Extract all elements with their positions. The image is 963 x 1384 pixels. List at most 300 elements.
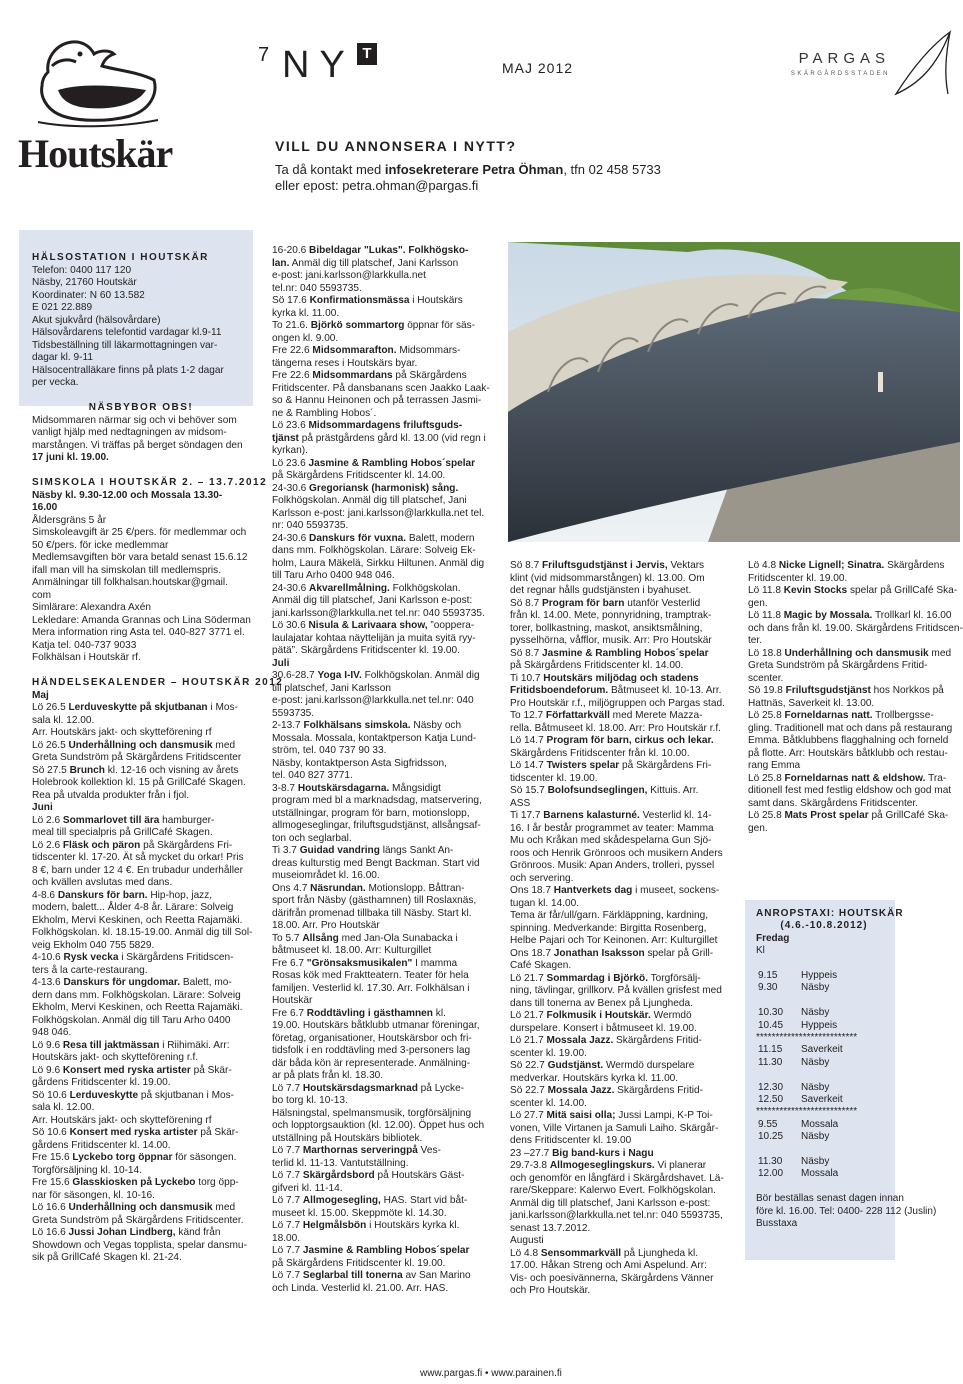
event-date: Lö 7.7 [272,1170,303,1181]
text-line: klint (vid midsommarstången) kl. 13.00. Om [510,572,705,584]
text-line: Ekholm, Mervi Keskinen, och Reetta Rajamäki. [32,1002,243,1013]
text-line: Grönroos. Musik: Apan Anders, trolleri, pyssel [510,860,715,871]
event-detail: Jussi Lampi, K-P Toi- [615,1110,713,1121]
event-line [510,1248,722,1261]
event-detail: spelar på Grill- [644,947,714,959]
event-date: Lö 7.7 [272,1220,303,1231]
event-line [510,785,722,798]
event-detail: med [212,739,236,751]
taxi-stop: Näsby [801,1156,830,1168]
event-date: Lö 26.5 [32,739,69,751]
event-line [272,583,484,596]
event-title: Akvarellmålning. [309,582,390,594]
event-date: To 21.6. [272,320,311,331]
taxi-stop: Hyppeis [801,1019,838,1031]
text-line: ne & Rambling Hobos´. [272,407,377,419]
text-line: på Skärgårdens Fritidscenter kl. 14.00. [510,660,684,671]
text-line: Houtskär [272,995,313,1006]
text-line: Skärgårdens Fritidscenter från kl. 10.00. [510,747,690,759]
text-line: modern, balett... Ålder 4-8 år. Lärare: Solveig [32,902,234,913]
event-line [272,845,484,858]
text-line: marstången. Vi träffas på berget söndagen den [32,439,243,451]
text-line: dans mm. Folkhögskolan. Lärare: Solveig Ek- [272,545,476,556]
event-line [510,598,722,611]
event-title: Glasskiosken på Lyckebo [72,1177,196,1188]
text-line: Telefon: 0400 117 120 [32,264,132,276]
taxi-time: 9.30 [758,982,778,994]
event-line [748,810,960,823]
event-detail: i museet, sockens- [632,885,720,896]
footer-urls: www.pargas.fi • www.parainen.fi [420,1368,562,1379]
event-detail: Anmäl dig till platschef, Jani Karlsson [289,257,459,269]
event-date: Lö 18.8 [748,647,785,659]
event-detail: med Merete Mazza- [609,710,703,721]
event-detail: Kittuis. Arr. [647,785,699,796]
text-line: 16. I år består programmet av teater: Mamma [510,822,714,834]
text-line: 8 €, barn under 12 4 €. En trubadur underhåller [32,864,243,876]
text-line: ström, tel. 040 737 90 33. [272,745,387,756]
event-title: Forneldarnas natt & eldshow. [784,772,926,784]
text-line: Folkhälsan i Houtskär rf. [32,652,141,663]
text-line: E 021 22.889 [32,302,93,313]
event-date: Sö 10.6 [32,1127,70,1138]
event-line [510,810,722,823]
text-line: spinning. Medverkande: Birgitta Rosenberg, [510,922,707,934]
event-date: Lö 25.8 [748,710,785,721]
text-line: och Pro Houtskär. [510,1285,591,1296]
event-title: Forneldarnas natt. [784,710,873,721]
text-line: dens Fritidscenter kl. 19.00 [510,1135,632,1146]
taxi-time: 11.15 [758,1044,783,1056]
event-date: Lö 7.7 [272,1145,303,1156]
taxi-time: 9.55 [758,1118,778,1130]
text-line: Katja tel. 040-737 9033 [32,639,137,651]
event-detail: Tra- [925,772,947,784]
text-line: på Skärgårdens Fritidscenter kl. 14.00. [272,470,446,481]
bold-line: Näsby kl. 9.30-12.00 och Mossala 13.30- [32,489,223,501]
event-line [272,458,484,471]
text-line: tel.nr: 040 5593735. [272,282,362,294]
text-line: dern dans mm. Folkhögskolan. Lärare: Solveig [32,989,241,1001]
text-line: Folkhögskolan. Anmäl dig till Taru Arho 0400 [32,1014,231,1026]
taxi-note: före kl. 16.00. Tel: 0400- 228 112 (Juslin) [756,1205,937,1217]
event-line [32,702,250,715]
event-line [510,648,722,661]
taxi-kl: Kl [756,945,765,957]
event-title: Folkmusik i Houtskär. [546,1010,651,1021]
event-title: tjänst [272,432,299,444]
event-title: Midsommardagens friluftsguds- [308,420,463,431]
taxi-row [756,1168,892,1180]
event-detail: Skärgårdens Fritid- [613,1035,702,1046]
text-line: Arr. Houtskärs jakt- och skytteförening rf [32,727,212,738]
event-date: Sö 22.7 [510,1085,548,1096]
event-date: Lö 26.5 [32,702,69,713]
event-title: Jussi Johan Lindberg, [68,1227,176,1238]
text-line: roos och Henrik Grönroos och musikern Anders [510,847,723,859]
text-line: ton och seglarbal. [272,832,352,844]
event-detail: Wermdö [650,1010,692,1021]
event-line [510,1110,722,1123]
text-line: tel. 040 827 3771. [272,770,353,781]
ad-title: VILL DU ANNONSERA I NYTT? [275,138,517,154]
event-detail: på Ljungheda kl. [621,1247,698,1259]
text-line: Ekholm, Mervi Keskinen, och Reetta Rajamäki. [32,914,243,926]
event-line [272,1170,484,1183]
text-line: kyrka kl. 11.00. [272,307,340,319]
text-line: från kl. 14.00. Mete, ponnyridning, tramptrak- [510,610,712,621]
event-detail: med Jan-Ola Sunabacka i [338,932,458,944]
event-detail: utanför Vesterlid [624,597,701,609]
event-date: Fre 22.6 [272,345,313,356]
ad-contact [275,162,661,194]
event-title: "Grönsaksmusikalen" [306,957,413,969]
text-line: Folkhögskolan. Anmäl dig till platschef, Jani [272,495,467,506]
taxi-stop: Saverkeit [801,1044,843,1056]
taxi-time: 12.30 [758,1081,784,1093]
taxi-row [756,1131,892,1143]
event-line [32,1177,250,1190]
event-title: Konsert med ryska artister [69,1127,198,1138]
text-line: dreas kulturstig med Bengt Backman. Start vid [272,857,480,869]
event-line [32,840,250,853]
text-line: allmogeseglingar, friluftsgudstjänst, allsångsaf- [272,820,481,831]
text-line: Mera information ring Asta tel. 040-827 3771 el. [32,627,245,638]
taxi-note: Busstaxa [756,1218,798,1230]
text-line: Simlärare: Alexandra Axén [32,602,151,613]
event-detail: Trollkarl kl. 16.00 [872,610,952,621]
ad-prefix: Ta då kontakt med [275,162,385,177]
event-date: Lö 25.8 [748,810,785,821]
event-detail: Vektars [667,560,705,571]
text-line: tugan kl. 14.00. [510,897,580,909]
event-line [510,760,722,773]
event-title: Rysk vecka [63,952,119,963]
event-line [748,560,960,573]
event-title: Houtskärs miljödag och stadens [543,672,699,684]
event-line [272,370,484,383]
text-line: samt dans. Skärgårdens Fritidscenter. [748,797,918,809]
event-line [32,740,250,753]
event-line [748,685,960,698]
text-line: durspelare. Konsert i båtmuseet kl. 19.00. [510,1022,697,1034]
text-line: museiområdet kl. 16.00. [272,870,380,881]
event-line [272,783,484,796]
text-line: Holebrook kollektion kl. 15 på GrillCafé Skagen. [32,777,246,788]
text-line: Emma. Båtklubbens flagghalning och forneld [748,735,949,746]
event-date: 29.7-3.8 [510,1160,550,1171]
text-line: rare/Skeppare: Kalerwo Evert. Folkhögskolan. [510,1185,716,1196]
event-detail: Motionslopp. Båttran- [365,882,465,894]
event-detail: i Skärgårdens Fritidscen- [118,952,234,963]
event-line [32,1202,250,1215]
taxi-time: 10.45 [758,1019,784,1031]
column-4 [748,560,963,835]
event-date: Lö 23.6 [272,457,309,469]
issue-number: 7 [258,44,270,66]
text-line: Tema är får/ull/garn. Färkläppning, kardning, [510,910,709,921]
event-title: Underhållning och dansmusik [68,1202,213,1213]
town-subtitle: SKÄRGÅRDSSTADEN [790,71,890,77]
event-detail: Näsby och [410,720,462,731]
text-line: terlid kl. 11-13. Vantutställning. [272,1157,409,1169]
taxi-row [756,982,892,994]
text-line: sala kl. 12.00. [32,1102,95,1113]
event-title: Gudstjänst. [547,1060,604,1071]
event-line [748,610,960,623]
event-date: 24-30.6 [272,582,310,594]
text-line: Åldersgräns 5 år [32,514,107,526]
event-detail: Balett, modern [406,532,475,544]
text-line: Hälsovårdarens telefontid vardagar kl.9-11 [32,327,222,338]
houtskar-logo [18,10,173,190]
text-line: och servering. [510,872,574,884]
event-title: Yoga I-IV. [317,670,362,681]
text-line: Vis- och poesivännerna, Skärgårdens Vänner [510,1272,714,1284]
event-line [272,620,484,633]
taxi-title: ANROPSTAXI: HOUTSKÄR [756,908,904,919]
event-line [272,1008,484,1021]
event-line [32,1127,250,1140]
event-detail: Balett, mo- [180,977,232,988]
event-line [510,1160,722,1173]
event-title: Friluftsgudstjänst [785,685,871,696]
event-title: Barnens kalasturné. [543,810,640,821]
event-detail: kl. [432,1007,446,1019]
event-title: Roddtävling i gästhamnen [306,1007,433,1019]
event-date: 3-8.7 [272,782,298,794]
event-line [510,560,722,573]
taxi-row [756,1044,892,1056]
taxi-separator: ************************** [756,1106,858,1118]
event-line [510,673,722,686]
event-date: Ons 18.7 [510,947,554,959]
text-line: ongen kl. 9.00. [272,332,339,344]
text-line: 17.00. Håkan Streng och Ami Aspelund. Arr: [510,1260,707,1271]
text-line: sport från Näsby (gästhamnen) till Roslaxnäs, [272,895,477,906]
event-line [32,1090,250,1103]
event-title: Helgmålsbön [302,1220,367,1231]
text-line: gifveri kl. 11-14. [272,1182,343,1194]
event-date: Lö 21.7 [510,1010,547,1021]
town-name: PARGAS [798,50,890,67]
event-detail: för säsongen. [172,1152,237,1163]
event-title: Gregoriansk (harmonisk) sång. [309,482,459,494]
event-title: Houtskärsdagarna. [297,782,390,794]
event-title: Mitä saisi olla; [546,1110,616,1121]
text-line: och dans från kl. 19.00. Skärgårdens Fritidscen- [748,622,963,634]
event-line [272,320,484,333]
event-line [32,890,250,903]
text-line: Café Skagen. [510,960,572,971]
event-detail: Midsommars- [396,345,461,356]
event-date: Ons 18.7 [510,885,554,896]
rope-boat-photo [508,242,960,542]
event-line [748,648,960,661]
event-line [32,977,250,990]
text-line: och kvällen avslutas med dans. [32,877,173,888]
event-date: Lö 21.7 [510,1035,547,1046]
event-title: Program för barn [542,597,625,609]
bold-line: 17 juni kl. 19.00. [32,452,109,463]
text-line: Hattnäs, Saverkeit kl. 13.00. [748,697,875,709]
event-date: Lö 7.7 [272,1195,303,1206]
event-detail: Trollbergsse- [872,710,934,721]
event-title: Allmogeseglingskurs. [549,1160,655,1171]
event-line [272,345,484,358]
logo-title: Houtskär [18,131,173,176]
event-detail: med [212,1202,236,1213]
section-heading: HÄNDELSEKALENDER – HOUTSKÄR 2012 [32,677,284,688]
event-title: Jonathan Isaksson [553,947,645,959]
event-line [32,1065,250,1078]
event-line [272,245,484,258]
taxi-schedule [756,908,937,1230]
text-line: Augusti [510,1235,544,1246]
event-title: Näsrundan. [310,882,366,894]
event-detail: på Skär- [197,1127,239,1138]
text-line: com [32,589,52,601]
text-line: 19.00. Houtskärs båtklubb utmanar föreningar, [272,1020,480,1031]
section-heading: NÄSBYBOR OBS! [88,402,194,413]
event-detail: med [928,647,952,659]
taxi-time: 12.50 [758,1094,784,1106]
event-title: Fritidsboendeforum. [510,685,609,696]
text-line: tidscenter kl. 17-20. Ät så mycket du orkar! Pris [32,852,244,863]
event-date: 4-13.6 [32,977,64,988]
text-line: 18.00. [272,1232,301,1244]
event-title: Hantverkets dag [553,885,633,896]
event-detail: på Skärgårdens [392,370,467,381]
event-date: Lö 4.8 [510,1247,541,1259]
taxi-row [756,1156,892,1168]
column-3 [510,560,725,1298]
text-line: Lekledare: Amanda Grannas och Lina Söderman [32,614,251,626]
text-line: 50 €/pers. för icke medlemmar [32,539,169,551]
event-line [510,1010,722,1023]
text-line: 948 046. [32,1027,72,1038]
event-line [510,948,722,961]
text-line: gårdens Fritidscenter kl. 19.00. [32,1077,171,1088]
text-line: gen. [748,597,768,609]
taxi-day: Fredag [756,932,790,944]
event-title: Underhållning och dansmusik [784,647,929,659]
event-title: Bolofsundseglingen, [547,785,648,796]
text-line: nr: 040 5593735. [272,520,349,531]
event-title: Twisters spelar [546,760,620,771]
text-line: Näsby, kontaktperson Asta Sigfridsson, [272,757,447,769]
event-line [32,815,250,828]
event-date: Sö 8.7 [510,597,542,609]
text-line: dagar kl. 9-11 [32,352,93,363]
spacer [32,665,250,678]
text-line: rang Emma [748,760,801,771]
event-title: Sensommarkväll [540,1247,622,1259]
taxi-rows [756,970,892,1181]
text-line: Folkhögskolan. kl. 18.15-19.00. Anmäl dig till Sol- [32,927,253,938]
event-title: Jasmine & Rambling Hobos´spelar [308,457,476,469]
spacer [756,995,892,1007]
text-line: Midsommaren närmar sig och vi behöver som [32,414,237,426]
text-line: ditionell fest med festlig eldshow och god mat [748,785,952,796]
event-detail: Skärgårdens [884,560,945,571]
event-title: Skärgårdsbord [302,1170,375,1181]
section-heading: HÄLSOSTATION I HOUTSKÄR [32,252,209,263]
taxi-stop: Näsby [801,1007,830,1019]
event-detail: Skärgårdens Fritid- [614,1085,704,1096]
event-detail: på Skärgårdens Fri- [619,760,712,771]
spacer [756,1144,892,1156]
event-date: Lö 7.7 [272,1270,303,1281]
event-date: Lö 4.8 [748,560,779,571]
event-title: Jasmine & Rambling Hobos´spelar [302,1245,470,1256]
event-date: Fre 22.6 [272,370,313,381]
text-line: på flotte. Arr: Houtskärs båtklubb och restau- [748,747,948,759]
text-line: kyrkan). [272,445,308,456]
event-detail: känd från [175,1227,221,1238]
text-line: gårdens Fritidscenter kl. 14.00. [32,1139,171,1151]
text-line: ning, tävlingar, grillkorv. På kvällen grisfest med [510,985,722,996]
event-date: Lö 9.6 [32,1039,63,1051]
event-title: Danskurs för vuxna. [309,532,407,544]
text-line: jani.karlsson@larkkulla.net tel.nr: 040 5593735, [510,1210,723,1221]
taxi-note: Bör beställas senast dagen innan [756,1193,904,1205]
taxi-stop: Mossala [801,1168,839,1180]
event-title: Björkö sommartorg [310,320,405,331]
event-detail: kl. 12-16 och visning av årets [104,764,239,776]
text-line: och genomför en långfärd i Skärgårdshavet. Lä- [510,1172,724,1184]
event-detail: ”ooppera- [427,620,475,631]
event-title: Författarkväll [545,710,610,721]
taxi-time: 10.25 [758,1131,784,1143]
event-detail: torg öpp- [195,1177,239,1188]
event-title: Allmogesegling, [302,1195,381,1206]
event-title: Kevin Stocks [783,585,848,596]
event-detail: på Skärgårdens Fri- [140,839,233,851]
event-title: Sommardag i Björkö. [546,972,649,984]
event-date: 23 –27.7 [510,1147,553,1159]
event-line [272,433,484,446]
text-line: torer, bollkastning, maskot, ansiktsmålning, [510,622,703,634]
event-line [272,933,484,946]
text-line: holm, Laura Mäkelä, Sirkku Hiltunen. Anmäl dig [272,557,485,569]
event-title: Mats Prost spelar [784,810,869,821]
event-detail: Mångsidigt [389,782,441,794]
event-title: Program för barn, cirkus och lekar. [546,735,714,746]
text-line: 5593735. [272,707,315,719]
event-line [510,1085,722,1098]
event-title: Lerduveskytte på skjutbanan [68,702,208,713]
text-line: tidscenter kl. 19.00. [510,772,598,784]
taxi-row [756,1020,892,1032]
event-date: Lö 9.6 [32,1064,63,1076]
taxi-row [756,1094,892,1106]
taxi-row [756,1119,892,1131]
text-line: Näsby, 21760 Houtskär [32,277,137,288]
event-date: Fre 6.7 [272,957,307,969]
event-detail: längs Sankt An- [379,845,454,856]
text-line: vonen, Ville Virtanen ja Samuli Laiho. Skärgår- [510,1122,719,1134]
event-detail: på prästgårdens gård kl. 13.00 (vid regn i [298,432,486,444]
text-line: Helbe Pajari och Tor Keinonen. Arr: Kulturgillet [510,935,718,946]
text-line: scenter kl. 14.00. [510,1097,587,1109]
text-line: ar på plats från kl. 18.30. [272,1070,384,1081]
text-line: gling. Traditionell mat och dans på restaurang [748,722,953,734]
spacer [32,465,250,478]
event-date: To 12.7 [510,710,546,721]
event-line [272,1145,484,1158]
event-title: Friluftsgudstjänst i Jervis, [542,560,668,571]
